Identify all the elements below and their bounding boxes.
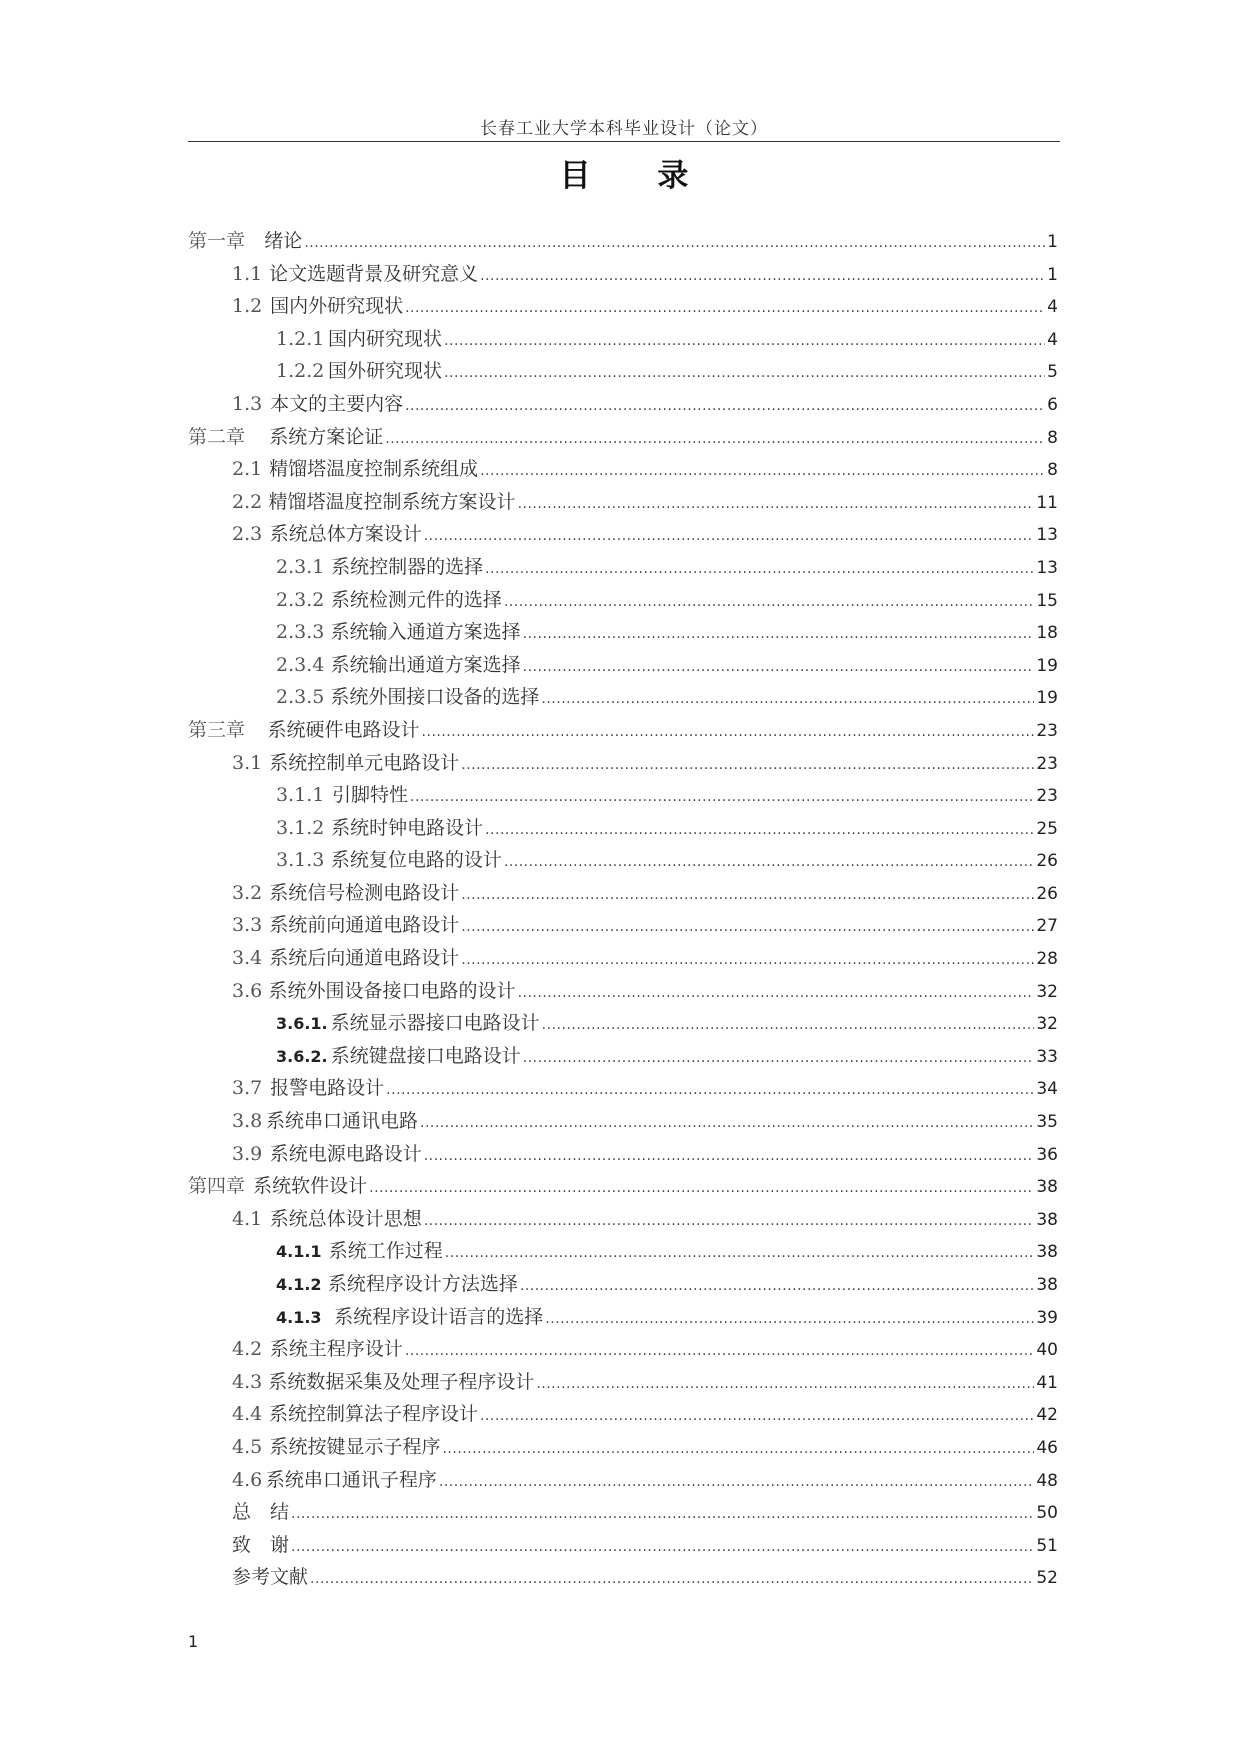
toc-entry[interactable] xyxy=(188,291,1058,324)
toc-entry-number: 1.3 xyxy=(232,392,263,415)
toc-entry-page: 51 xyxy=(1036,1535,1058,1556)
toc-entry-number: 2.3.5 xyxy=(276,686,325,709)
toc-entry-title: 系统串口通讯子程序 xyxy=(265,1468,437,1491)
toc-entry[interactable] xyxy=(188,1432,1058,1465)
toc-entry-title: 系统数据采集及处理子程序设计 xyxy=(268,1370,535,1393)
toc-entry-title: 系统信号检测电路设计 xyxy=(269,881,460,904)
toc-entry-title: 总 结 xyxy=(232,1501,290,1524)
toc-entry-title: 系统方案论证 xyxy=(269,425,384,448)
toc-entry-number: 4.6 xyxy=(232,1468,263,1491)
toc-entry-page: 13 xyxy=(1036,557,1058,578)
toc-dot-leader xyxy=(445,1245,1035,1261)
toc-entry[interactable] xyxy=(188,845,1058,878)
toc-entry-title: 系统外围设备接口电路的设计 xyxy=(268,979,516,1002)
toc-dot-leader xyxy=(405,398,1045,414)
header-rule xyxy=(188,141,1060,142)
toc-dot-leader xyxy=(424,1148,1035,1164)
toc-entry-page: 8 xyxy=(1047,427,1058,448)
toc-entry[interactable] xyxy=(188,487,1058,520)
toc-entry-number: 3.1.3 xyxy=(276,849,325,872)
toc-entry-number: 2.1 xyxy=(232,458,263,481)
toc-entry-page: 38 xyxy=(1036,1209,1058,1230)
toc-entry-title: 精馏塔温度控制系统组成 xyxy=(269,458,479,481)
toc-entry-title: 参考文献 xyxy=(232,1566,309,1589)
toc-entry-page: 50 xyxy=(1036,1503,1058,1524)
toc-entry[interactable] xyxy=(188,1106,1058,1139)
toc-entry-page: 5 xyxy=(1047,362,1058,383)
toc-entry[interactable] xyxy=(188,1399,1058,1432)
toc-entry-number: 3.1 xyxy=(232,751,263,774)
toc-entry-number: 第二章 xyxy=(188,425,246,448)
toc-entry-page: 32 xyxy=(1036,1014,1058,1035)
toc-dot-leader xyxy=(461,757,1034,773)
toc-entry-page: 35 xyxy=(1036,1112,1058,1133)
toc-dot-leader xyxy=(523,659,1035,675)
toc-dot-leader xyxy=(504,594,1034,610)
toc-entry-title: 系统输出通道方案选择 xyxy=(330,653,521,676)
toc-entry-number: 2.3.2 xyxy=(276,588,325,611)
toc-entry-page: 23 xyxy=(1036,786,1058,807)
toc-entry-title: 国外研究现状 xyxy=(328,360,443,383)
toc-dot-leader xyxy=(422,724,1035,740)
toc-entry-number: 2.2 xyxy=(232,490,263,513)
toc-entry-page: 27 xyxy=(1036,916,1058,937)
toc-entry-page: 23 xyxy=(1036,720,1058,741)
toc-dot-leader xyxy=(405,1343,1034,1359)
toc-dot-leader xyxy=(439,1474,1034,1490)
toc-entry-number: 4.4 xyxy=(232,1403,263,1426)
toc-entry-title: 系统总体方案设计 xyxy=(269,523,422,546)
toc-entry[interactable] xyxy=(188,1302,1058,1335)
toc-entry[interactable] xyxy=(188,1008,1058,1041)
toc-entry-title: 精馏塔温度控制系统方案设计 xyxy=(268,490,516,513)
toc-entry[interactable] xyxy=(188,1334,1058,1367)
toc-entry[interactable] xyxy=(188,1562,1058,1595)
toc-entry-title: 系统工作过程 xyxy=(328,1240,443,1263)
toc-dot-leader xyxy=(310,1571,1034,1587)
toc-entry-page: 42 xyxy=(1036,1405,1058,1426)
toc-entry-title: 国内外研究现状 xyxy=(270,295,404,318)
toc-entry-page: 8 xyxy=(1047,460,1058,481)
toc-entry[interactable] xyxy=(188,943,1058,976)
toc-dot-leader xyxy=(424,528,1035,544)
toc-entry-page: 38 xyxy=(1036,1275,1058,1295)
toc-entry-title: 系统检测元件的选择 xyxy=(330,588,502,611)
toc-dot-leader xyxy=(442,1441,1034,1457)
toc-dot-leader xyxy=(461,919,1034,935)
toc-entry-title: 系统串口通讯电路 xyxy=(265,1110,418,1133)
toc-dot-leader xyxy=(485,561,1034,577)
toc-entry-number: 4.1.2 xyxy=(276,1275,322,1294)
toc-entry-number: 1.1 xyxy=(232,262,263,285)
toc-entry-number: 第一章 xyxy=(188,230,246,252)
toc-entry-page: 52 xyxy=(1036,1568,1058,1589)
toc-entry[interactable] xyxy=(188,259,1058,292)
toc-entry-number: 3.1.1 xyxy=(276,784,325,807)
toc-dot-leader xyxy=(291,1539,1034,1555)
toc-dot-leader xyxy=(541,691,1034,707)
toc-entry-title: 系统外围接口设备的选择 xyxy=(330,686,540,709)
toc-dot-leader xyxy=(420,1115,1034,1131)
toc-entry-title: 系统时钟电路设计 xyxy=(331,816,484,839)
toc-entry-title: 系统控制算法子程序设计 xyxy=(269,1403,479,1426)
toc-entry-page: 1 xyxy=(1047,232,1058,252)
toc-entry-title: 系统前向通道电路设计 xyxy=(269,914,460,937)
toc-entry-page: 46 xyxy=(1036,1437,1058,1458)
toc-entry-title: 系统主程序设计 xyxy=(269,1338,403,1361)
toc-entry-number: 3.9 xyxy=(232,1142,263,1165)
toc-dot-leader xyxy=(504,854,1034,870)
toc-entry-number: 3.6.1. xyxy=(276,1014,328,1034)
toc-entry-number: 2.3.3 xyxy=(276,621,325,644)
toc-entry[interactable] xyxy=(188,715,1058,748)
toc-entry-number: 3.6.2. xyxy=(276,1046,328,1066)
toc-dot-leader xyxy=(461,887,1034,903)
toc-dot-leader xyxy=(545,1311,1034,1327)
toc-dot-leader xyxy=(480,268,1045,284)
toc-entry-page: 38 xyxy=(1036,1177,1058,1198)
toc-entry-title: 系统控制单元电路设计 xyxy=(269,751,460,774)
toc-entry-page: 11 xyxy=(1036,492,1058,513)
toc-dot-leader xyxy=(369,1180,1034,1196)
toc-entry-title: 本文的主要内容 xyxy=(270,392,404,415)
toc-entry-number: 第三章 xyxy=(188,718,246,741)
toc-entry-number: 4.1 xyxy=(232,1207,263,1230)
toc-entry-number: 3.6 xyxy=(232,979,263,1002)
toc-entry[interactable] xyxy=(188,1041,1058,1074)
toc-entry[interactable] xyxy=(188,1236,1058,1269)
toc-dot-leader xyxy=(480,1408,1034,1424)
toc-title: 目 录 xyxy=(559,158,717,194)
toc-entry[interactable] xyxy=(188,585,1058,618)
toc-entry-page: 23 xyxy=(1036,753,1058,774)
toc-entry-title: 绪论 xyxy=(264,230,303,252)
toc-dot-leader xyxy=(518,985,1035,1001)
toc-entry[interactable] xyxy=(188,552,1058,585)
toc-entry-page: 1 xyxy=(1047,264,1058,285)
toc-entry-page: 26 xyxy=(1036,851,1058,872)
toc-entry-page: 4 xyxy=(1047,329,1058,350)
toc-entry[interactable] xyxy=(188,748,1058,781)
toc-dot-leader xyxy=(518,496,1035,512)
toc-entry-title: 论文选题背景及研究意义 xyxy=(269,262,479,285)
toc-entry-number: 3.4 xyxy=(232,947,263,970)
toc-dot-leader xyxy=(291,1506,1034,1522)
toc-entry-number: 1.2.1 xyxy=(276,327,325,350)
toc-dot-leader xyxy=(386,1082,1034,1098)
toc-entry-number: 1.2 xyxy=(232,295,263,318)
toc-entry[interactable] xyxy=(188,650,1058,683)
toc-entry-page: 28 xyxy=(1036,949,1058,970)
toc-entry-title: 系统软件设计 xyxy=(253,1175,368,1198)
toc-entry-title: 系统输入通道方案选择 xyxy=(330,621,521,644)
toc-entry-title: 系统键盘接口电路设计 xyxy=(330,1044,521,1067)
toc-entry-title: 系统显示器接口电路设计 xyxy=(330,1012,540,1035)
toc-entry[interactable] xyxy=(188,454,1058,487)
toc-entry[interactable] xyxy=(188,1171,1058,1204)
toc-dot-leader xyxy=(444,333,1045,349)
toc-entry[interactable] xyxy=(188,519,1058,552)
toc-entry[interactable] xyxy=(188,226,1058,259)
toc-entry-number: 4.1.1 xyxy=(276,1242,322,1262)
toc-entry-page: 34 xyxy=(1036,1079,1058,1100)
toc-entry-title: 系统控制器的选择 xyxy=(331,555,484,578)
toc-dot-leader xyxy=(444,365,1045,381)
toc-entry-page: 48 xyxy=(1036,1470,1058,1491)
toc-entry-page: 33 xyxy=(1036,1046,1058,1067)
toc-entry-title: 引脚特性 xyxy=(332,784,409,807)
toc-entry-title: 系统硬件电路设计 xyxy=(267,718,420,741)
toc-entry-title: 报警电路设计 xyxy=(270,1077,385,1100)
toc-entry-title: 系统后向通道电路设计 xyxy=(269,947,460,970)
toc-entry[interactable] xyxy=(188,1367,1058,1400)
toc-entry[interactable] xyxy=(188,1530,1058,1563)
toc-entry-number: 1.2.2 xyxy=(276,360,325,383)
toc-entry[interactable] xyxy=(188,910,1058,943)
toc-entry[interactable] xyxy=(188,976,1058,1009)
toc-entry[interactable] xyxy=(188,813,1058,846)
toc-entry-number: 2.3.1 xyxy=(276,555,325,578)
toc-entry-page: 25 xyxy=(1036,818,1058,839)
toc-entry[interactable] xyxy=(188,682,1058,715)
toc-entry-number: 4.5 xyxy=(232,1435,263,1458)
toc-entry-title: 系统复位电路的设计 xyxy=(330,849,502,872)
toc-entry[interactable] xyxy=(188,422,1058,455)
toc-dot-leader xyxy=(536,1376,1034,1392)
toc-dot-leader xyxy=(480,463,1045,479)
toc-entry-page: 19 xyxy=(1036,688,1058,709)
toc-entry-page: 38 xyxy=(1036,1242,1058,1263)
toc-entry-page: 4 xyxy=(1047,297,1058,318)
toc-entry-number: 3.8 xyxy=(232,1110,263,1133)
toc-entry-page: 6 xyxy=(1047,394,1058,415)
toc-entry-number: 4.2 xyxy=(232,1338,263,1361)
toc-entry[interactable] xyxy=(188,1073,1058,1106)
toc-dot-leader xyxy=(461,952,1034,968)
toc-entry-number: 3.3 xyxy=(232,914,263,937)
toc-entry[interactable] xyxy=(188,356,1058,389)
toc-entry-number: 3.2 xyxy=(232,881,263,904)
toc-dot-leader xyxy=(424,1213,1035,1229)
toc-entry-title: 系统按键显示子程序 xyxy=(269,1435,441,1458)
toc-entry[interactable] xyxy=(188,878,1058,911)
toc-dot-leader xyxy=(410,789,1034,805)
toc-dot-leader xyxy=(405,300,1045,316)
toc-entry[interactable] xyxy=(188,617,1058,650)
toc-entry-title: 系统程序设计方法选择 xyxy=(327,1273,518,1295)
toc-entry-page: 39 xyxy=(1036,1307,1058,1328)
toc-entry[interactable] xyxy=(188,324,1058,357)
toc-entry[interactable] xyxy=(188,1204,1058,1237)
table-of-contents xyxy=(188,226,1058,1595)
toc-entry-title: 系统总体设计思想 xyxy=(269,1207,422,1230)
toc-entry-page: 15 xyxy=(1036,590,1058,611)
toc-entry-page: 26 xyxy=(1036,883,1058,904)
toc-dot-leader xyxy=(304,235,1045,251)
toc-entry-number: 4.3 xyxy=(232,1370,263,1393)
toc-entry-title: 系统电源电路设计 xyxy=(269,1142,422,1165)
toc-entry-number: 2.3.4 xyxy=(276,653,325,676)
toc-dot-leader xyxy=(542,1017,1035,1033)
toc-entry[interactable] xyxy=(188,1465,1058,1498)
toc-entry-number: 2.3 xyxy=(232,523,263,546)
toc-entry[interactable] xyxy=(188,1497,1058,1530)
toc-entry[interactable] xyxy=(188,780,1058,813)
toc-dot-leader xyxy=(520,1278,1034,1294)
toc-entry[interactable] xyxy=(188,1269,1058,1302)
toc-entry[interactable] xyxy=(188,389,1058,422)
toc-entry-number: 3.1.2 xyxy=(276,816,325,839)
toc-entry-title: 国内研究现状 xyxy=(328,327,443,350)
running-header: 长春工业大学本科毕业设计（论文） xyxy=(480,119,768,139)
toc-entry-page: 41 xyxy=(1036,1372,1058,1393)
toc-dot-leader xyxy=(385,431,1045,447)
toc-entry-page: 13 xyxy=(1036,525,1058,546)
toc-entry-page: 32 xyxy=(1036,981,1058,1002)
toc-entry[interactable] xyxy=(188,1139,1058,1172)
page-number: 1 xyxy=(188,1632,199,1651)
toc-entry-number: 4.1.3 xyxy=(276,1307,322,1327)
toc-entry-number: 第四章 xyxy=(188,1175,246,1198)
toc-entry-title: 致 谢 xyxy=(232,1533,290,1556)
toc-entry-page: 19 xyxy=(1036,655,1058,676)
toc-entry-page: 18 xyxy=(1036,623,1058,644)
toc-entry-number: 3.7 xyxy=(232,1077,263,1100)
toc-entry-page: 36 xyxy=(1036,1144,1058,1165)
toc-dot-leader xyxy=(485,822,1034,838)
toc-dot-leader xyxy=(523,626,1035,642)
toc-entry-page: 40 xyxy=(1036,1340,1058,1361)
toc-entry-title: 系统程序设计语言的选择 xyxy=(334,1305,544,1328)
toc-dot-leader xyxy=(523,1050,1035,1066)
